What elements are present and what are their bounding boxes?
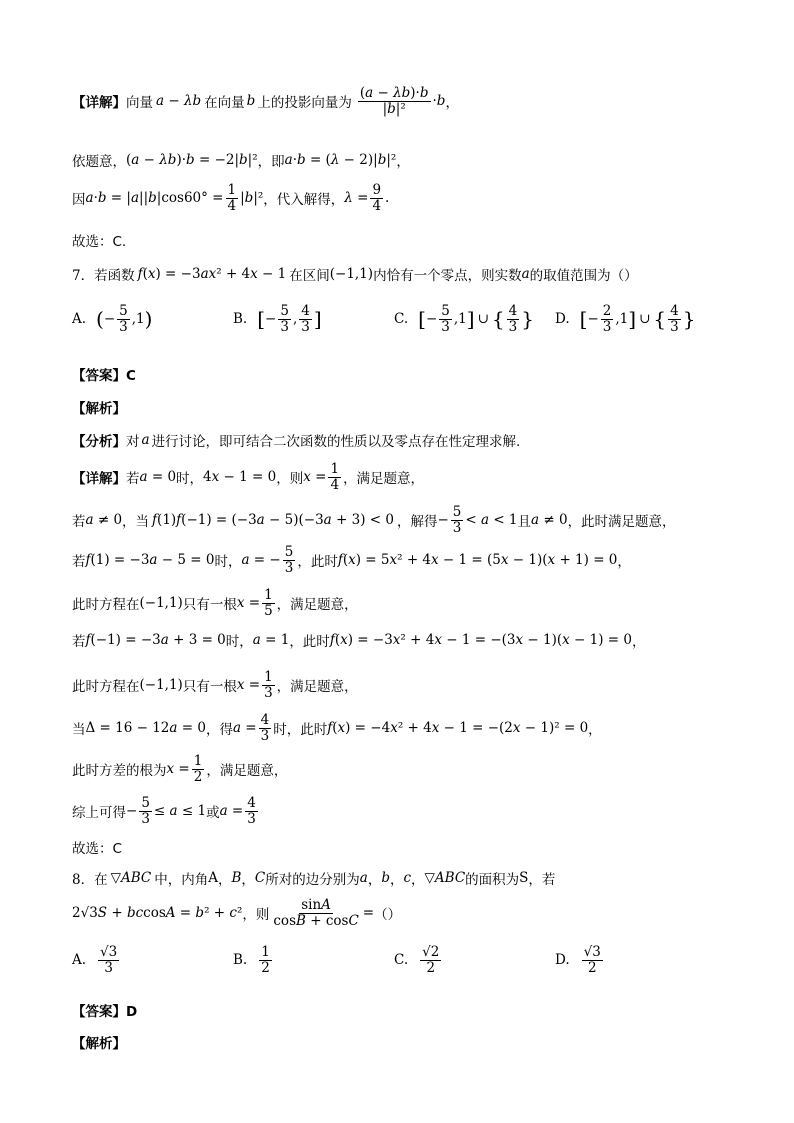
q7-stem: 7． 若函数 f(x) = −3ax² + 4x − 1 在区间 (−1,1) 内恰有一个零点，则实数 a 的取值范围为（） <box>72 266 638 284</box>
q6-detail-line-1: 【详解】 向量 a − λb 在向量 b 上的投影向量为 $\frac{(a - \lambda b)\cdot b}{\text{|b|²}}$ ·b ， <box>72 85 459 117</box>
q6-detail-line-2: 依题意， (a − λb)·b = −2|b|² ，即 a·b = (λ − 2)|b|² ， <box>72 152 410 170</box>
q8-option-d: D. $\frac{√3}{2}$ <box>555 944 601 976</box>
q8-options <box>72 945 716 976</box>
q7-option-c: C. [ − $\frac{5}{3}$ ,1 ] ∪ { $\frac{4}{3}$ } <box>394 303 534 335</box>
q6-detail-line-3: 因 a·b = |a||b|cos60° = $\frac{1}{4}$ |b|² ，代入解得， λ = $\frac{9}{4}$ . <box>72 182 390 214</box>
q7-answer: 【答案】C <box>72 368 136 384</box>
q7-choice: 故选：C <box>72 841 122 857</box>
q7-jiexi: 【解析】 <box>72 401 126 417</box>
q7-options <box>72 304 716 335</box>
q7-detail-4: 此时方程在 (−1,1) 只有一根 x = $\frac{1}{5}$ ，满足题意， <box>72 587 358 619</box>
q8-jiexi: 【解析】 <box>72 1036 126 1052</box>
q8-option-b: B. $\frac{1}{2}$ <box>233 944 270 976</box>
q7-option-b: B. [ − $\frac{5}{3}$ , $\frac{4}{3}$ ] <box>233 303 322 335</box>
q7-detail-9: 综上可得 − $\frac{5}{3}$ ≤ a ≤ 1 或 a = $\frac{4}{3}$ <box>72 795 256 827</box>
q7-detail-2: 若 a ≠ 0 ，当 f(1)f(−1) = (−3a − 5)(−3a + 3) < 0 ，解得 − $\frac{5}{3}$ < a < 1 且 a ≠ 0 ，此时满足题意， <box>72 504 676 536</box>
q7-option-a: A. ( − $\frac{5}{3}$ ,1 ) <box>72 303 153 335</box>
q7-detail-8: 此时方差的根为 x = $\frac{1}{2}$ ，满足题意， <box>72 753 288 785</box>
q8-answer: 【答案】D <box>72 1004 138 1020</box>
q7-analysis: 【分析】 对 a 进行讨论，即可结合二次函数的性质以及零点存在性定理求解. <box>72 432 521 450</box>
q7-option-d: D. [ − $\frac{2}{3}$ ,1 ] ∪ { $\frac{4}{3}$ } <box>555 303 696 335</box>
q8-stem-line-2: 2√3S + bccosA = b² + c² ，则 $\frac{\sin A}{\cos B + \cos C}$ = （） <box>72 897 402 929</box>
q8-option-a: A. $\frac{√3}{3}$ <box>72 944 118 976</box>
q7-detail-3: 若 f(1) = −3a − 5 = 0 时， a = − $\frac{5}{3}$ ，此时 f(x) = 5x² + 4x − 1 = (5x − 1)(x + 1) = 0 ， <box>72 544 631 576</box>
q7-detail-7: 当 Δ = 16 − 12a = 0 ，得 a = $\frac{4}{3}$ 时，此时 f(x) = −4x² + 4x − 1 = −(2x − 1)² = 0 ， <box>72 712 602 744</box>
q8-stem-line-1: 8． 在 ▽ABC 中，内角 A ， B ， C 所对的边分别为 a ， b ， c ， ▽ABC 的面积为 S ，若 <box>72 870 556 888</box>
q6-choice: 故选：C. <box>72 234 127 250</box>
q7-detail-1: 【详解】 若 a = 0 时， 4x − 1 = 0 ，则 x = $\frac{1}{4}$ ，满足题意， <box>72 461 425 493</box>
q7-detail-6: 此时方程在 (−1,1) 只有一根 x = $\frac{1}{3}$ ，满足题意， <box>72 669 358 701</box>
q8-option-c: C. $\frac{√2}{2}$ <box>394 944 440 976</box>
q7-detail-5: 若 f(−1) = −3a + 3 = 0 时， a = 1 ，此时 f(x) = −3x² + 4x − 1 = −(3x − 1)(x − 1) = 0 ， <box>72 632 646 650</box>
